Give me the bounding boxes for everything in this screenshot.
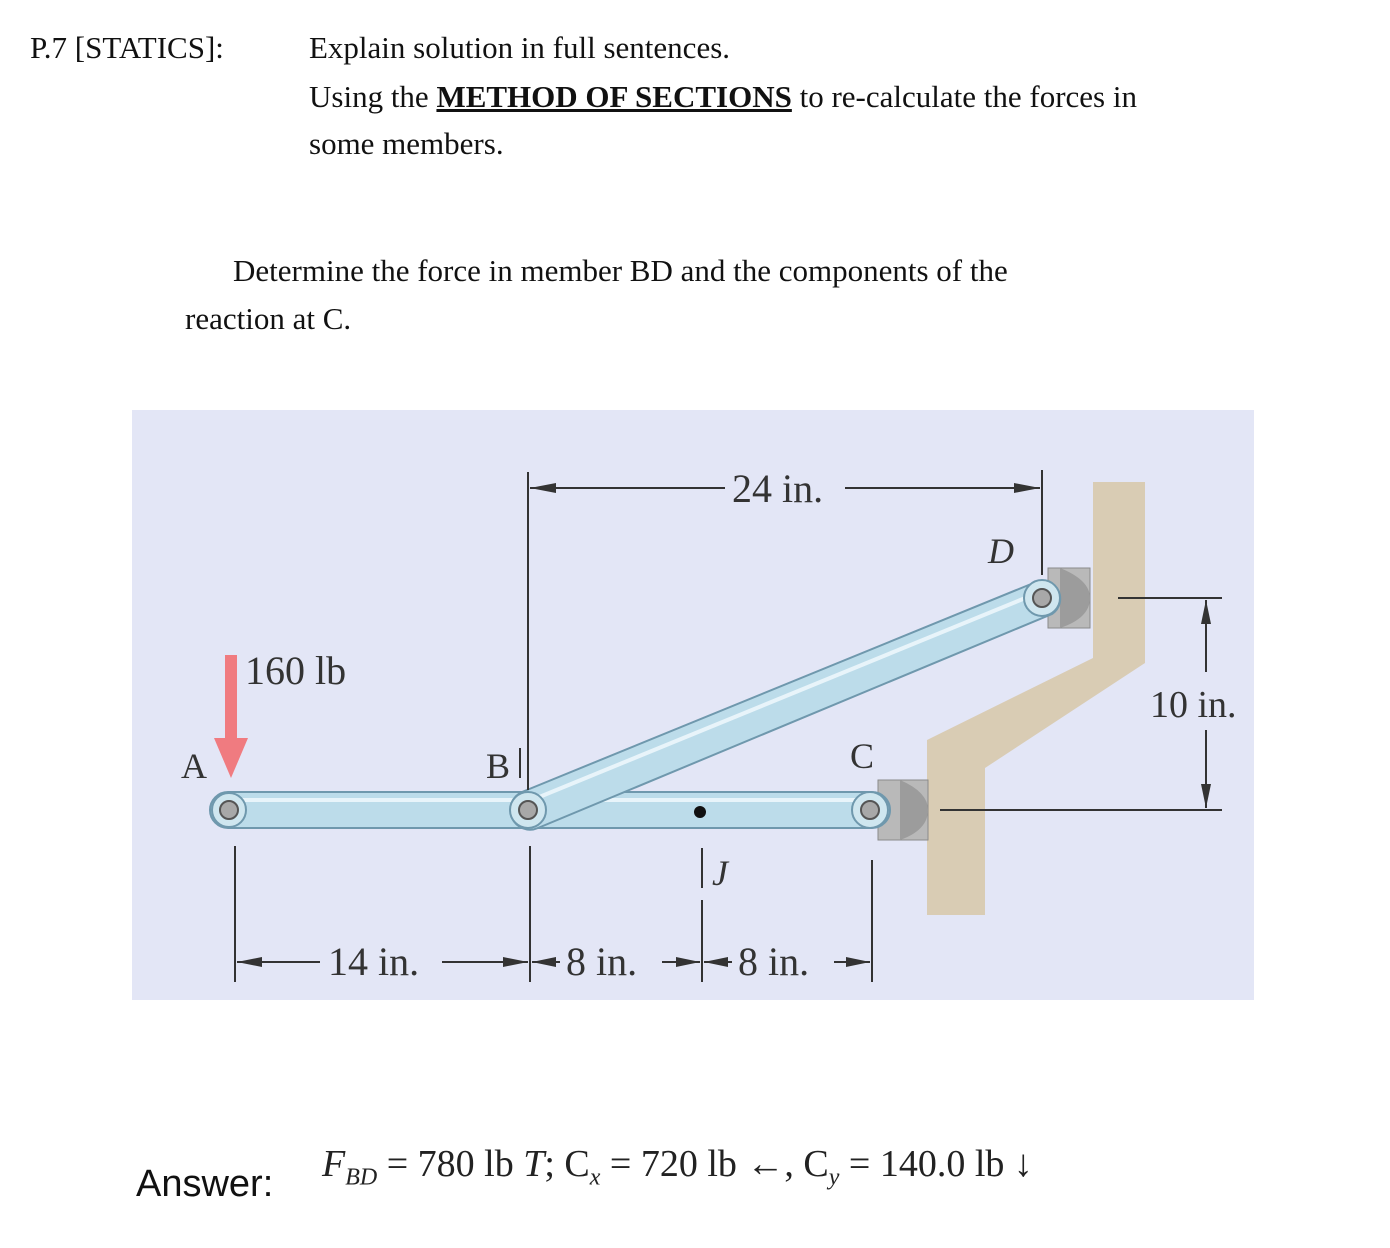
- frame-diagram: [132, 410, 1254, 1000]
- instruction-line-3: some members.: [309, 126, 504, 161]
- answer-cx-value: = 720 lb ←, C: [600, 1143, 829, 1185]
- answer-sep1: ; C: [544, 1143, 590, 1185]
- label-d: D: [988, 531, 1014, 571]
- answer-cy-value: = 140.0 lb ↓: [839, 1143, 1033, 1185]
- problem-statement-line-2: reaction at C.: [185, 301, 352, 336]
- answer-f-symbol: F: [322, 1143, 346, 1185]
- instruction-line-2-suffix: to re-calculate the forces in: [791, 79, 1137, 114]
- figure-background: [132, 410, 1254, 1000]
- label-c: C: [850, 736, 875, 776]
- answer-cy-sub: y: [828, 1164, 840, 1191]
- dimension-right-label: 10 in.: [1150, 684, 1237, 726]
- dimension-bottom-1-label: 14 in.: [328, 939, 420, 984]
- pin-b: [510, 792, 546, 828]
- load-label: 160 lb: [245, 648, 347, 693]
- pin-c: [852, 792, 888, 828]
- dimension-bottom-2-label: 8 in.: [566, 939, 638, 984]
- instruction-line-2-prefix: Using the: [309, 79, 437, 114]
- label-j: J: [712, 853, 728, 893]
- problem-label: P.7 [STATICS]:: [30, 30, 224, 65]
- answer-cx-sub: x: [589, 1164, 601, 1191]
- answer-expression: [322, 1142, 1033, 1192]
- pin-a: [212, 793, 246, 827]
- answer-label: Answer:: [136, 1163, 274, 1205]
- instruction-line-1: Explain solution in full sentences.: [309, 30, 731, 65]
- pin-d: [1024, 580, 1060, 616]
- point-j-dot: [694, 806, 706, 818]
- dimension-bottom-3-label: 8 in.: [738, 939, 810, 984]
- label-b: B: [486, 746, 511, 786]
- answer-f-value: = 780 lb: [377, 1143, 524, 1185]
- label-a: A: [181, 746, 207, 786]
- method-emphasis: METHOD OF SECTIONS: [436, 79, 792, 114]
- problem-statement-line-1: Determine the force in member BD and the components of the: [233, 253, 1008, 288]
- dimension-top-label: 24 in.: [732, 466, 824, 511]
- answer-f-sub: BD: [345, 1164, 378, 1191]
- answer-t-symbol: T: [523, 1143, 545, 1185]
- instruction-line-2: [309, 79, 1137, 115]
